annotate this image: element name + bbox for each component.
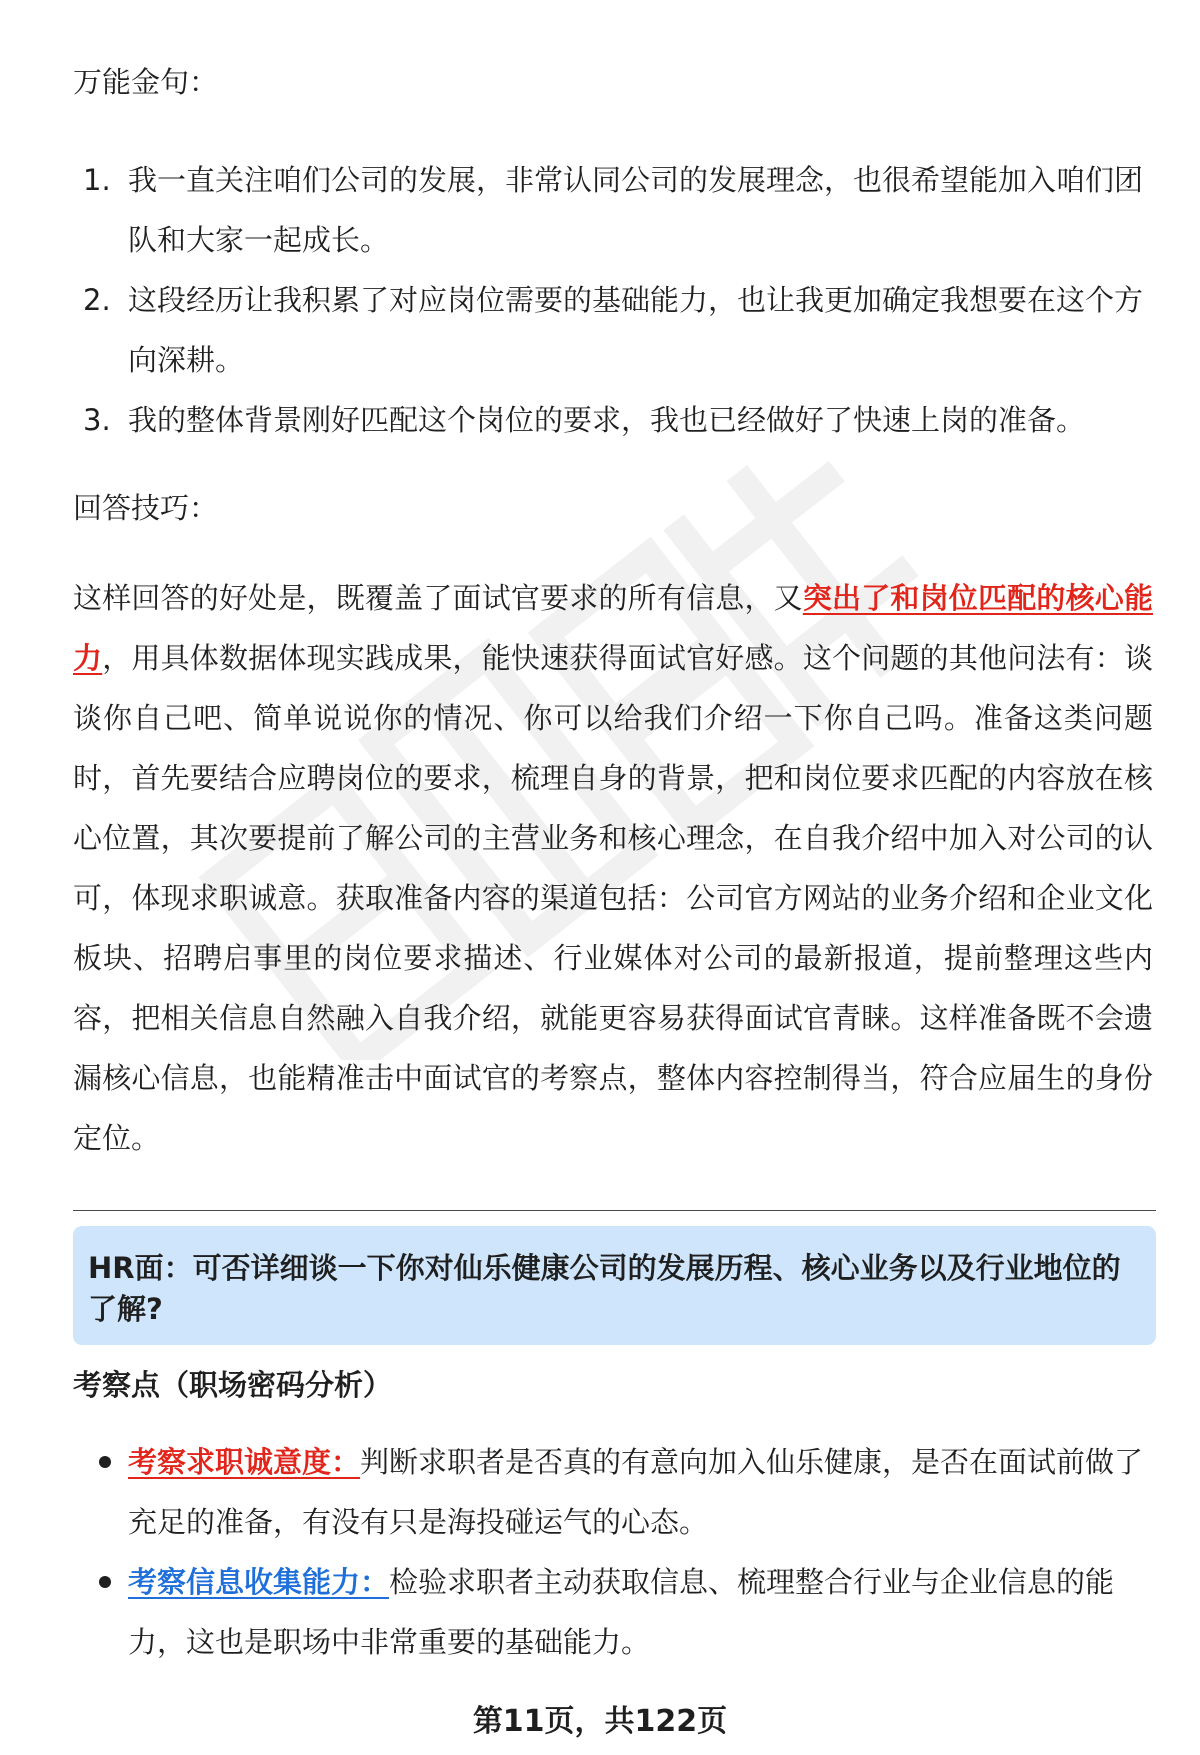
section-label-answer-tips: 回答技巧： [73, 491, 219, 525]
analysis-title: 考察点（职场密码分析） [73, 1368, 393, 1402]
list-number: 1. [83, 163, 111, 197]
bullet-icon [99, 1456, 111, 1468]
analysis-list [73, 1432, 1153, 1672]
analysis-text: 判断求职者是否真的有意向加入仙乐健康，是否在面试前做了充足的准备，有没有只是海投碰运气的心态。 [128, 1445, 1144, 1539]
question-box [73, 1226, 1156, 1345]
answer-tips-paragraph [73, 568, 1153, 1168]
list-item-text: 我的整体背景刚好匹配这个岗位的要求，我也已经做好了快速上岗的准备。 [128, 403, 1086, 437]
list-item [73, 150, 1153, 270]
list-item-text: 这段经历让我积累了对应岗位需要的基础能力，也让我更加确定我想要在这个方向深耕。 [128, 283, 1144, 377]
para-text-before: 这样回答的好处是，既覆盖了面试官要求的所有信息，又 [73, 581, 803, 615]
list-number: 2. [83, 283, 111, 317]
section-label-universal-phrases: 万能金句： [73, 65, 219, 99]
list-item [73, 390, 1153, 450]
analysis-text: 检验求职者主动获取信息、梳理整合行业与企业信息的能力，这也是职场中非常重要的基础能力。 [128, 1565, 1115, 1659]
question-text: HR面：可否详细谈一下你对仙乐健康公司的发展历程、核心业务以及行业地位的了解? [88, 1251, 1121, 1326]
analysis-key: 考察求职诚意度： [128, 1445, 361, 1479]
analysis-key: 考察信息收集能力： [128, 1565, 390, 1599]
list-item-text: 我一直关注咱们公司的发展，非常认同公司的发展理念，也很希望能加入咱们团队和大家一起成长。 [128, 163, 1144, 257]
phrase-list [73, 150, 1153, 450]
section-divider [73, 1210, 1156, 1211]
para-highlight: 突出了和岗位匹配的核心能力 [73, 581, 1153, 675]
para-text-after: ，用具体数据体现实践成果，能快速获得面试官好感。这个问题的其他问法有：谈谈你自己吧、简单说说你的情况、你可以给我们介绍一下你自己吗。准备这类问题时，首先要结合应聘岗位的要求，梳理自身的背景，把和岗位要求匹配的内容放在核心位置，其次要提前了解公司的主营业务和核心理念，在自我介绍中加入对公司的认可，体现求职诚意。获取准备内容的渠道包括：公司官方网站的业务介绍和企业文化板块、招聘启事里的岗位要求描述、行业媒体对公司的最新报道，提前整理这些内容，把相关信息自然融入自我介绍，就能更容易获得面试官青睐。这样准备既不会遗漏核心信息，也能精准击中面试官的考察点，整体内容控制得当，符合应届生的身份定位。 [73, 641, 1153, 1155]
list-number: 3. [83, 403, 111, 437]
list-item [73, 1552, 1153, 1672]
list-item [73, 1432, 1153, 1552]
bullet-icon [99, 1576, 111, 1588]
list-item [73, 270, 1153, 390]
page-number: 第11页，共122页 [472, 1704, 728, 1739]
